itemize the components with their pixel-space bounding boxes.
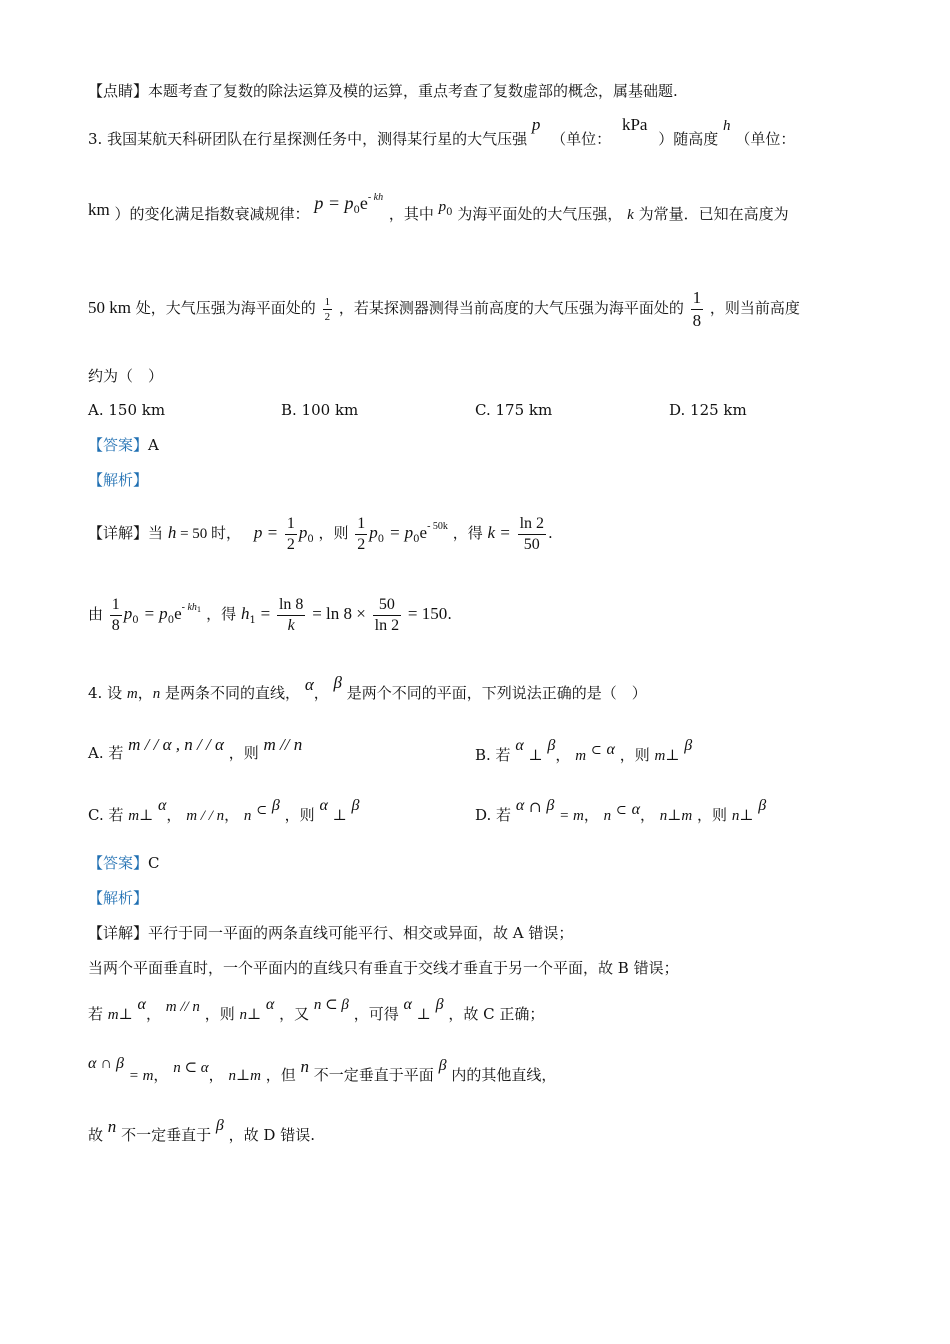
detail-half-den: 2 [286,535,295,553]
optD-comma-2: ， [640,806,656,824]
solve-exp: - kh [181,602,197,613]
detail-eq-right: = p [388,523,414,542]
d3-e: ，故 C 正确； [448,1005,545,1023]
d3-b: ，则 [204,1005,235,1023]
q4-option-c[interactable] [88,797,360,828]
detail-k-fraction [518,514,546,555]
q4-detail-1 [88,922,573,944]
formula-main: p = p [314,193,354,213]
d4-b: 不一定垂直于平面 [313,1066,434,1084]
optB-beta-2: β [684,737,693,754]
d5-n: n [107,1117,117,1136]
note-text: 本题考查了复数的除法运算及模的运算，重点考查了复数虚部的概念，属基础题. [148,82,678,100]
optD-alpha-2: α [631,801,640,818]
q3-option-d[interactable]: D. 125 km [669,401,747,419]
p0-sub: 0 [446,207,453,218]
note-tag: 【点睛】 [88,82,149,100]
solve-eighth-den: 8 [111,616,120,634]
d4-beta: β [438,1057,447,1074]
solve-e: e [174,604,182,623]
q4-stem-a: 4. 设 [88,684,123,702]
q4-answer [88,852,160,874]
q3-text-g: ，则当前高度 [709,299,800,317]
d4-comma: ， [153,1066,169,1084]
q3-line-2 [88,192,789,228]
solve-ln8: ln 8 [277,595,305,616]
optB-b: ，则 [619,746,650,764]
var-p: p [531,115,541,134]
top-note [88,80,678,102]
q4-analysis-tag: 【解析】 [88,889,149,907]
optD-b: ，则 [697,806,728,824]
d3-beta: β [435,996,444,1013]
optB-comma: ， [555,746,571,764]
d4-n: n [300,1057,309,1076]
optA-a: A. 若 [88,744,124,762]
optC-subset: ⊂ [256,803,268,818]
optC-b: ，则 [284,806,315,824]
q4-detail-5 [88,1117,315,1147]
var-h: h [723,118,731,134]
q3-solve-line [88,588,452,640]
solve-ln8-fraction [277,595,305,636]
half-num: 1 [324,295,331,308]
detail-h: h [167,523,177,542]
q4-option-a[interactable] [88,735,303,764]
detail-p0: p [298,523,308,542]
detail-k: k = [487,523,511,542]
detail-p0-sub-2: 0 [377,534,385,545]
unit-km: km [88,200,110,219]
solve-h1: h [240,604,250,623]
q3-text-b: ，其中 [388,205,434,223]
optB-subset: ⊂ [590,743,602,758]
height-50km: 50 km [88,298,131,317]
solve-mid: = ln 8 × [312,604,366,623]
q3-stem-text: 3. 我国某航天科研团队在行星探测任务中，测得某行星的大气压强 [88,130,528,148]
d3-c: ，又 [279,1005,310,1023]
optD-perp: n⊥m [659,808,693,824]
decay-formula [314,193,389,214]
ln2: ln 2 [518,514,546,535]
q4-stem-c: 是两个不同的平面，下列说法正确的是（ ） [346,684,647,702]
d3-alpha-3: α [403,996,412,1013]
d3-mperp: m⊥ [107,1007,133,1023]
d3-perp: ⊥ [416,1005,431,1023]
solve-eighth-num: 1 [110,595,122,616]
q4-comma-2: ， [313,684,329,702]
optB-mperp: m⊥ [654,748,680,764]
eighth-den: 8 [692,310,702,330]
optC-perp: ⊥ [332,806,347,824]
solve-p0: p [123,604,133,623]
q4-detail-tag: 【详解】 [88,924,149,942]
d5-b: 不一定垂直于 [121,1126,212,1144]
optD-alpha: α [515,797,525,814]
d5-a: 故 [88,1126,104,1144]
unit-open: （单位： [551,130,612,148]
d3-alpha-2: α [265,996,275,1013]
solve-p0-sub-2: 0 [167,615,175,626]
q3-text-c: 为海平面处的大气压强， [457,205,623,223]
optD-a: D. 若 [475,806,512,824]
q3-answer [88,434,159,456]
fraction-half [323,295,333,324]
solve-p0-sub: 0 [132,615,139,626]
answer-value: A [148,436,159,454]
d4-c: 内的其他直线， [451,1066,557,1084]
q4-d1: 平行于同一平面的两条直线可能平行、相交或异面，故 A 错误； [148,924,574,942]
d3-par: m // n [165,999,200,1015]
d4-perp: n⊥m [228,1068,261,1084]
detail-p0-sub: 0 [307,534,314,545]
q3-analysis-tag: 【解析】 [88,471,149,489]
optD-beta: β [546,797,555,814]
optD-eq: = m [559,808,584,824]
detail-dot: . [548,524,553,542]
detail-half-num: 1 [285,514,297,535]
solve-text-a: ，得 [206,605,237,623]
q3-option-b[interactable]: B. 100 km [281,401,359,419]
d3-nperp: n⊥ [239,1007,262,1023]
q3-option-c[interactable]: C. 175 km [475,401,553,419]
optA-cond: m / / α , n / / α [128,735,224,754]
optD-beta-2: β [758,797,767,814]
solve-50-fraction [373,595,401,636]
detail-text-b: = 50 时， [176,526,242,542]
optB-alpha: α [515,737,524,754]
optC-beta: β [271,797,280,814]
solve-dot: . [447,605,452,623]
optC-par: m / / n [186,808,225,824]
q4-stem-b: 是两条不同的直线， [165,684,301,702]
optB-m: m [575,748,587,764]
q4-option-b[interactable] [475,737,693,768]
unit-kpa: kPa [621,115,648,134]
optC-comma: ， [166,806,182,824]
detail-text-c: ，则 [318,524,349,542]
q4-option-d[interactable] [475,797,767,828]
detail-text-a: 当 [148,524,164,542]
detail-p0-2: p [369,523,378,542]
q4-alpha: α [304,675,314,694]
optB-a: B. 若 [475,746,511,764]
optC-a: C. 若 [88,806,124,824]
q3-line-1 [88,115,796,151]
optD-nperp: n⊥ [731,808,754,824]
detail-half-1 [285,514,297,555]
solve-fifty: 50 [373,595,401,616]
q4-beta: β [333,673,343,692]
q3-text-e: 处，大气压强为海平面处的 [135,299,316,317]
q4-detail-2: 当两个平面垂直时，一个平面内的直线只有垂直于交线才垂直于另一个平面，故 B 错误； [88,959,679,977]
d3-subset: n ⊂ β [313,997,349,1013]
q3-option-a[interactable]: A. 150 km [88,401,166,419]
formula-exp: - kh [367,192,384,203]
q4-detail-4 [88,1055,557,1087]
solve-ln2: ln 2 [374,616,400,634]
solve-end: = 150 [407,604,448,623]
detail-exp: - 50k [427,521,448,532]
optD-n: n [603,808,612,824]
var-k: k [627,207,634,223]
q4-detail-3 [88,996,545,1026]
solve-eq: = p [143,604,168,623]
d5-c: ，故 D 错误. [228,1126,315,1144]
d4-eq: = m [128,1068,154,1084]
eighth-num: 1 [691,287,704,310]
detail-half-2 [355,514,367,555]
detail-e: e [419,523,428,542]
q3-text-d: 为常量．已知在高度为 [638,205,789,223]
solve-eq-2: = [260,604,271,623]
optC-comma-2: ， [224,806,240,824]
solve-by: 由 [88,605,104,623]
optC-alpha-2: α [319,797,328,814]
q3-law-text: ）的变化满足指数衰减规律： [114,205,310,223]
optA-b: ，则 [228,744,259,762]
detail-p: p = [253,523,279,542]
d3-d: ，可得 [353,1005,399,1023]
solve-h1-sub: 1 [249,615,256,626]
q3-line-4: 约为（ ） [88,367,164,385]
optC-n: n [243,808,252,824]
solve-eighth [110,595,122,636]
d3-a: 若 [88,1005,104,1023]
half-den: 2 [324,310,331,323]
solve-exp-sub: 1 [196,606,202,614]
optD-cap: ∩ [529,798,542,816]
p0-symbol [438,197,453,218]
q4-n: n [152,686,161,702]
q4-stem [88,673,647,705]
optC-mperp: m⊥ [128,808,154,824]
formula-e: e [359,193,368,213]
formula-sub: 0 [353,205,360,216]
q3-detail-line [88,508,553,558]
d4-a: ，但 [265,1066,296,1084]
detail-p0-sub-3: 0 [413,534,420,545]
optC-beta-2: β [351,797,360,814]
detail-half-num-2: 1 [355,514,367,535]
fraction-eighth [691,287,704,332]
q3-stem-text-2: ）随高度 [658,130,719,148]
q3-stem-text-3: （单位： [735,130,796,148]
d5-beta: β [215,1117,224,1134]
q3-line-3 [88,280,800,336]
q4-comma: ， [137,684,153,702]
answer-tag: 【答案】 [88,436,149,454]
optC-alpha: α [158,797,167,814]
d3-alpha: α [137,996,146,1013]
optB-alpha-2: α [606,741,615,758]
q4-answer-tag: 【答案】 [88,854,149,872]
d4-cap: α ∩ β [88,1055,124,1072]
optB-beta: β [547,737,556,754]
detail-half-den-2: 2 [357,535,366,553]
detail-text-d: ，得 [452,524,483,542]
d3-comma: ， [145,1005,161,1023]
optA-res: m // n [263,735,303,754]
d4-subset: n ⊂ α [173,1060,209,1076]
solve-k-den: k [287,616,295,634]
q4-m: m [126,686,138,702]
detail-tag: 【详解】 [88,524,149,542]
q3-text-f: ，若某探测器测得当前高度的大气压强为海平面处的 [338,299,684,317]
d4-comma-2: ， [208,1066,224,1084]
optD-comma: ， [583,806,599,824]
fifty: 50 [523,535,540,553]
q4-answer-value: C [148,854,160,872]
optB-perp: ⊥ [528,746,543,764]
p0: p [438,199,447,215]
optD-subset: ⊂ [615,803,627,818]
